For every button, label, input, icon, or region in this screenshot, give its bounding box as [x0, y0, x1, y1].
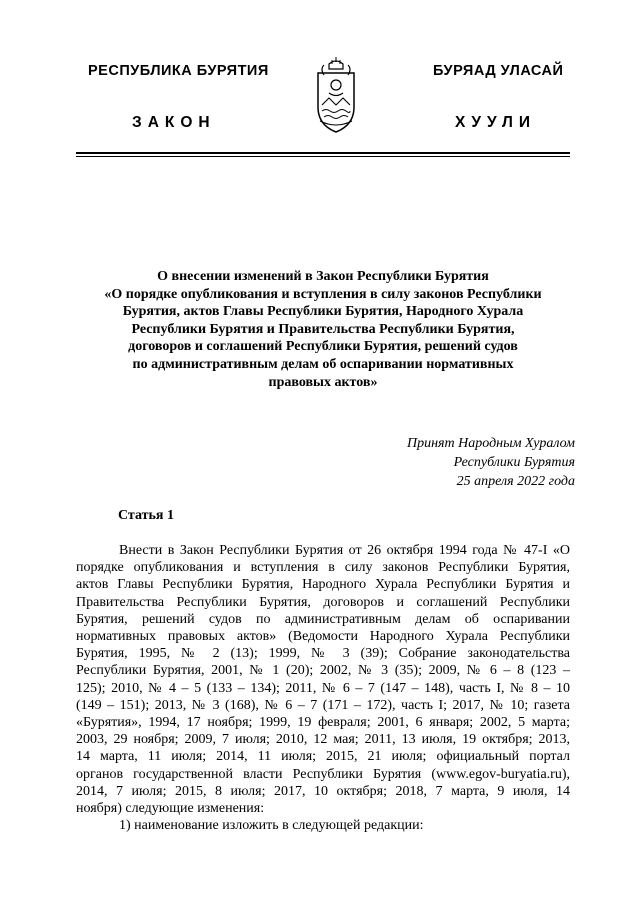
body-line: Бурятия, 1995, № 2 (13); 1999, № 3 (39); Собрание законодательства — [76, 646, 570, 662]
article-heading: Статья 1 — [118, 508, 174, 523]
law-label-buryat: ХУУЛИ — [455, 114, 537, 131]
body-line: «Бурятия», 1994, 17 ноября; 1999, 19 февраля; 2001, 6 января; 2002, 5 марта; — [76, 715, 570, 731]
title-line: Бурятия, актов Главы Республики Бурятия, Народного Хурала — [122, 304, 524, 320]
header-divider — [76, 152, 570, 154]
body-line: нормативных правовых актов» (Ведомости Народного Хурала Республики — [76, 629, 570, 645]
adoption-date: 25 апреля 2022 года — [456, 474, 575, 489]
body-line: органов государственной власти Республики Бурятия (www.egov-buryatia.ru), — [76, 766, 570, 782]
title-line: правовых актов» — [268, 374, 378, 390]
body-line: 2014, 7 июля; 2015, 8 июля; 2017, 10 октября; 2018, 7 марта, 9 июля, 14 — [76, 783, 570, 799]
body-line: Правительства Республики Бурятия, договоров и соглашений Республики — [76, 594, 570, 610]
header-divider-thin — [76, 156, 570, 157]
title-line: «О порядке опубликования и вступления в силу законов Республики — [104, 286, 542, 302]
title-line: Республики Бурятия и Правительства Республики Бурятия, — [131, 321, 515, 337]
body-line: ноября) следующие изменения: — [76, 801, 265, 817]
adoption-line: Принят Народным Хуралом — [406, 436, 575, 451]
law-label-russian: ЗАКОН — [132, 114, 216, 131]
body-line: (149 – 151); 2013, № 3 (168), № 6 – 7 (171 – 172), часть I; 2017, № 10; газета — [76, 697, 570, 713]
body-line: Бурятия, решений судов по административным делам об оспаривании — [76, 611, 570, 627]
body-line: порядке опубликования и вступления в силу законов Республики Бурятия, — [76, 560, 570, 576]
body-line: 14 марта, 11 июля; 2014, 11 июля; 2015, 21 июля; официальный портал — [76, 749, 570, 765]
republic-name-russian: РЕСПУБЛИКА БУРЯТИЯ — [88, 63, 269, 79]
coat-of-arms-icon — [314, 55, 358, 135]
title-line: договоров и соглашений Республики Бурятия, решений судов — [128, 339, 518, 355]
adoption-line: Республики Бурятия — [453, 455, 575, 470]
body-line: Республики Бурятия, 2001, № 1 (20); 2002, № 3 (35); 2009, № 6 – 8 (123 – — [76, 663, 570, 679]
title-line: по административным делам об оспаривании нормативных — [132, 356, 514, 372]
republic-name-buryat: БУРЯАД УЛАСАЙ — [433, 63, 564, 79]
body-line: Внести в Закон Республики Бурятия от 26 октября 1994 года № 47-I «О — [119, 543, 570, 558]
adoption-note — [407, 434, 575, 491]
body-line: 125); 2010, № 4 – 5 (133 – 134); 2011, № 6 – 7 (147 – 148), часть I, № 8 – 10 — [76, 680, 570, 696]
law-title — [76, 268, 570, 391]
title-line: О внесении изменений в Закон Республики Бурятия — [157, 269, 489, 284]
body-line: 2003, 29 ноября; 2009, 7 июля; 2010, 12 мая; 2011, 13 июля, 19 октября; 2013, — [76, 732, 570, 748]
body-line: 1) наименование изложить в следующей редакции: — [119, 818, 424, 834]
article-body — [76, 542, 570, 834]
body-line: актов Главы Республики Бурятия, Народного Хурала Республики Бурятия и — [76, 577, 570, 593]
